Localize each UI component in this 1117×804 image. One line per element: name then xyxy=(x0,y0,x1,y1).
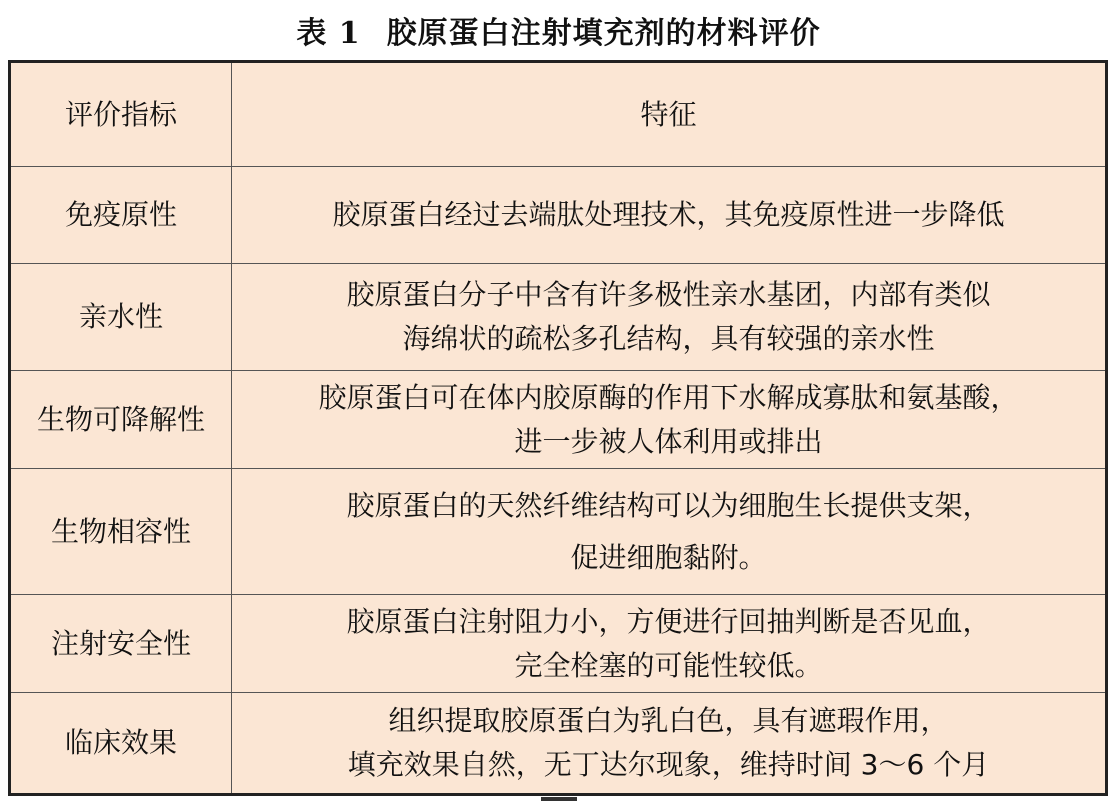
table-row xyxy=(10,469,1107,595)
criterion-cell: 亲水性 xyxy=(10,264,232,371)
feature-line: 海绵状的疏松多孔结构，具有较强的亲水性 xyxy=(402,322,935,355)
caption-text: 胶原蛋白注射填充剂的材料评价 xyxy=(386,16,821,51)
feature-line: 胶原蛋白分子中含有许多极性亲水基团，内部有类似 xyxy=(346,278,991,311)
criterion-cell: 免疫原性 xyxy=(10,167,232,264)
criterion-cell: 生物可降解性 xyxy=(10,371,232,469)
page-edge-mark xyxy=(541,797,577,801)
feature-line: 胶原蛋白经过去端肽处理技术，其免疫原性进一步降低 xyxy=(332,198,1005,231)
feature-line: 完全栓塞的可能性较低。 xyxy=(514,648,823,682)
header-feature: 特征 xyxy=(232,62,1107,167)
feature-line: 促进细胞黏附。 xyxy=(570,540,767,574)
table-caption xyxy=(0,8,1117,52)
feature-line: 胶原蛋白的天然纤维结构可以为细胞生长提供支架， xyxy=(346,488,991,522)
table-row xyxy=(10,595,1107,693)
feature-cell xyxy=(232,595,1107,693)
feature-cell xyxy=(232,469,1107,595)
table-row xyxy=(10,371,1107,469)
header-row xyxy=(10,62,1107,167)
header-criterion: 评价指标 xyxy=(10,62,232,167)
feature-cell xyxy=(232,693,1107,795)
feature-line: 胶原蛋白可在体内胶原酶的作用下水解成寡肽和氨基酸， xyxy=(318,380,1019,414)
feature-line: 填充效果自然，无丁达尔现象，维持时间 3～6 个月 xyxy=(347,748,990,781)
feature-line: 进一步被人体利用或排出 xyxy=(514,424,823,458)
feature-cell xyxy=(232,371,1107,469)
caption-number: 表 1 xyxy=(296,16,361,51)
evaluation-table xyxy=(8,60,1108,796)
feature-cell xyxy=(232,264,1107,371)
table-row xyxy=(10,167,1107,264)
criterion-cell: 注射安全性 xyxy=(10,595,232,693)
feature-line: 组织提取胶原蛋白为乳白色，具有遮瑕作用， xyxy=(388,704,949,737)
feature-cell xyxy=(232,167,1107,264)
feature-line: 胶原蛋白注射阻力小，方便进行回抽判断是否见血， xyxy=(346,604,991,638)
table-row xyxy=(10,693,1107,795)
criterion-cell: 生物相容性 xyxy=(10,469,232,595)
criterion-cell: 临床效果 xyxy=(10,693,232,795)
table-row xyxy=(10,264,1107,371)
